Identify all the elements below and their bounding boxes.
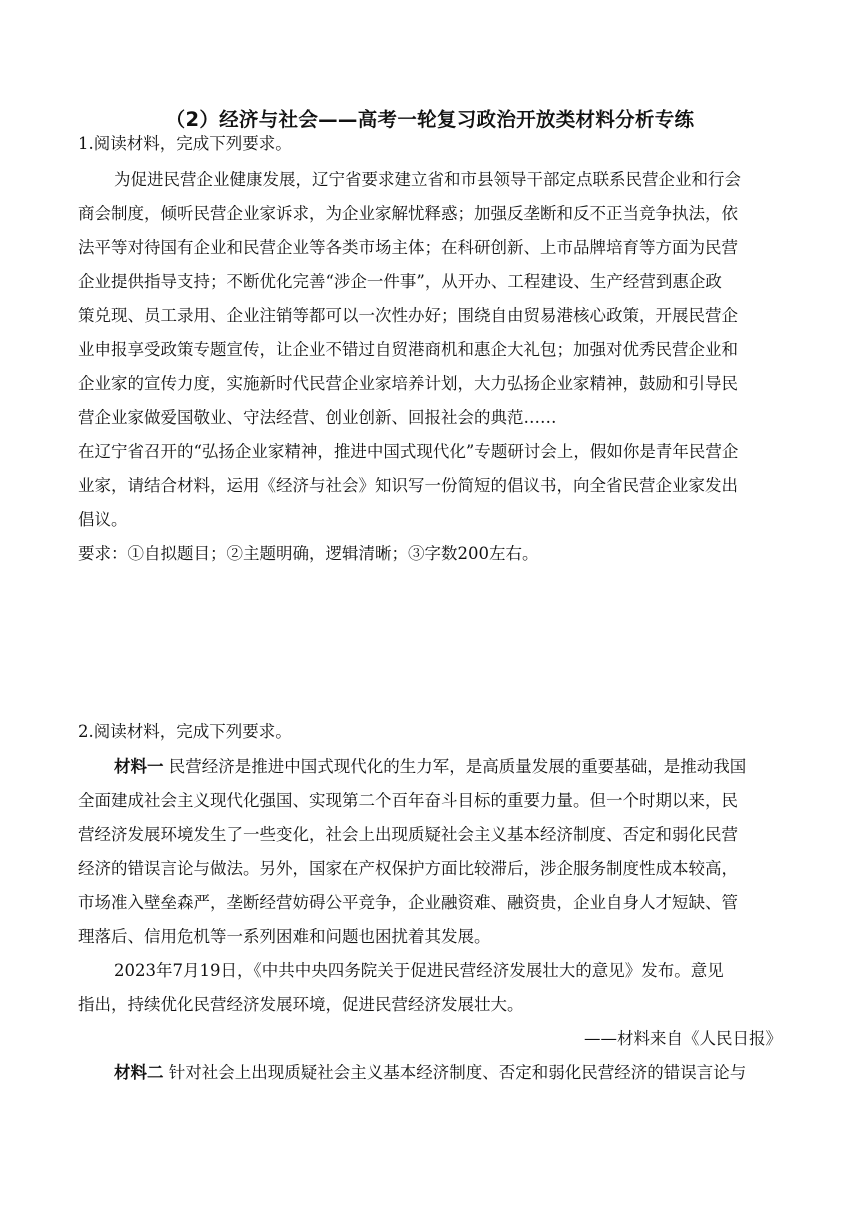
q1-material-line: 商会制度，倾听民营企业家诉求，为企业家解忧释惑；加强反垄断和反不正当竞争执法，依 <box>78 204 738 223</box>
q1-material-line: 法平等对待国有企业和民营企业等各类市场主体；在科研创新、上市品牌培育等方面为民营 <box>78 238 738 257</box>
material2-text: 针对社会上出现质疑社会主义基本经济制度、否定和弱化民营经济的错误言论与 <box>168 1063 747 1082</box>
material1-text: 民营经济是推进中国式现代化的生力军，是高质量发展的重要基础，是推动我国 <box>168 757 747 776</box>
material2-label: 材料二 <box>114 1063 164 1082</box>
q2-material1-line: 市场准入壁垒森严，垄断经营妨碍公平竞争，企业融资难、融资贵，企业自身人才短缺、管 <box>78 893 738 912</box>
q2-material1-first-line <box>114 757 782 777</box>
q1-task-line: 业家，请结合材料，运用《经济与社会》知识写一份简短的倡议书，向全省民营企业家发出 <box>78 476 738 495</box>
q2-material1-date-line: 2023年7月19日，《中共中央四务院关于促进民营经济发展壮大的意见》发布。意见 <box>114 961 724 980</box>
q1-heading: 1.阅读材料，完成下列要求。 <box>78 134 292 153</box>
q2-material1-line: 全面建成社会主义现代化强国、实现第二个百年奋斗目标的重要力量。但一个时期以来，民 <box>78 791 738 810</box>
q1-material-line: 为促进民营企业健康发展，辽宁省要求建立省和市县领导干部定点联系民营企业和行会 <box>114 170 741 189</box>
q1-material-line: 企业家的宣传力度，实施新时代民营企业家培养计划，大力弘扬企业家精神，鼓励和引导民 <box>78 374 738 393</box>
q2-material1-source: ——材料来自《人民日报》 <box>584 1029 782 1048</box>
q1-material-line: 营企业家做爱国敬业、守法经营、创业创新、回报社会的典范…… <box>78 408 557 427</box>
q2-material1-line: 理落后、信用危机等一系列困难和问题也困扰着其发展。 <box>78 927 491 946</box>
document-title: （2）经济与社会——高考一轮复习政治开放类材料分析专练 <box>165 108 695 131</box>
q2-heading: 2.阅读材料，完成下列要求。 <box>78 722 292 741</box>
q2-material1-line: 营经济发展环境发生了一些变化，社会上出现质疑社会主义基本经济制度、否定和弱化民营 <box>78 825 738 844</box>
q1-task-line: 在辽宁省召开的“弘扬企业家精神，推进中国式现代化”专题研讨会上，假如你是青年民营企 <box>78 442 739 461</box>
q2-material1-line: 经济的错误言论与做法。另外，国家在产权保护方面比较滞后，涉企服务制度性成本较高， <box>78 859 738 878</box>
q1-task-line: 倡议。 <box>78 510 128 529</box>
q2-material1-date-line: 指出，持续优化民营经济发展环境，促进民营经济发展壮大。 <box>78 995 524 1014</box>
q1-material-line: 业申报享受政策专题宣传，让企业不错过自贸港商机和惠企大礼包；加强对优秀民营企业和 <box>78 340 738 359</box>
q1-material-line: 策兑现、员工录用、企业注销等都可以一次性办好；围绕自由贸易港核心政策，开展民营企 <box>78 306 738 325</box>
q1-requirements: 要求：①自拟题目；②主题明确，逻辑清晰；③字数200左右。 <box>78 544 539 563</box>
q2-material2-first-line <box>114 1063 782 1083</box>
material1-label: 材料一 <box>114 757 164 776</box>
q1-material-line: 企业提供指导支持；不断优化完善“涉企一件事”，从开办、工程建设、生产经营到惠企政 <box>78 272 722 291</box>
